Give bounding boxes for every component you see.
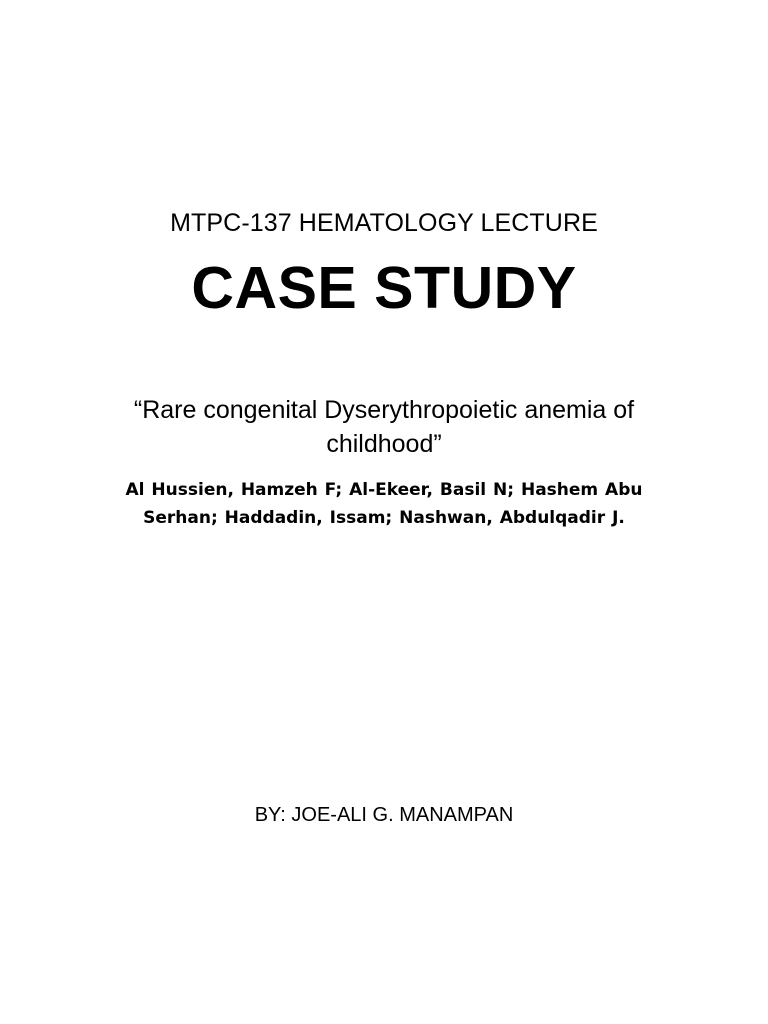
- byline: BY: JOE-ALI G. MANAMPAN: [254, 804, 514, 826]
- author-list: Al Hussien, Hamzeh F; Al-Ekeer, Basil N; Hashem Abu Serhan; Haddadin, Issam; Nashwan, Abdulqadir J.: [125, 480, 643, 528]
- course-heading: MTPC-137 HEMATOLOGY LECTURE: [170, 209, 598, 237]
- document-title: CASE STUDY: [191, 255, 577, 321]
- case-title: “Rare congenital Dyserythropoietic anemia of childhood”: [133, 396, 635, 458]
